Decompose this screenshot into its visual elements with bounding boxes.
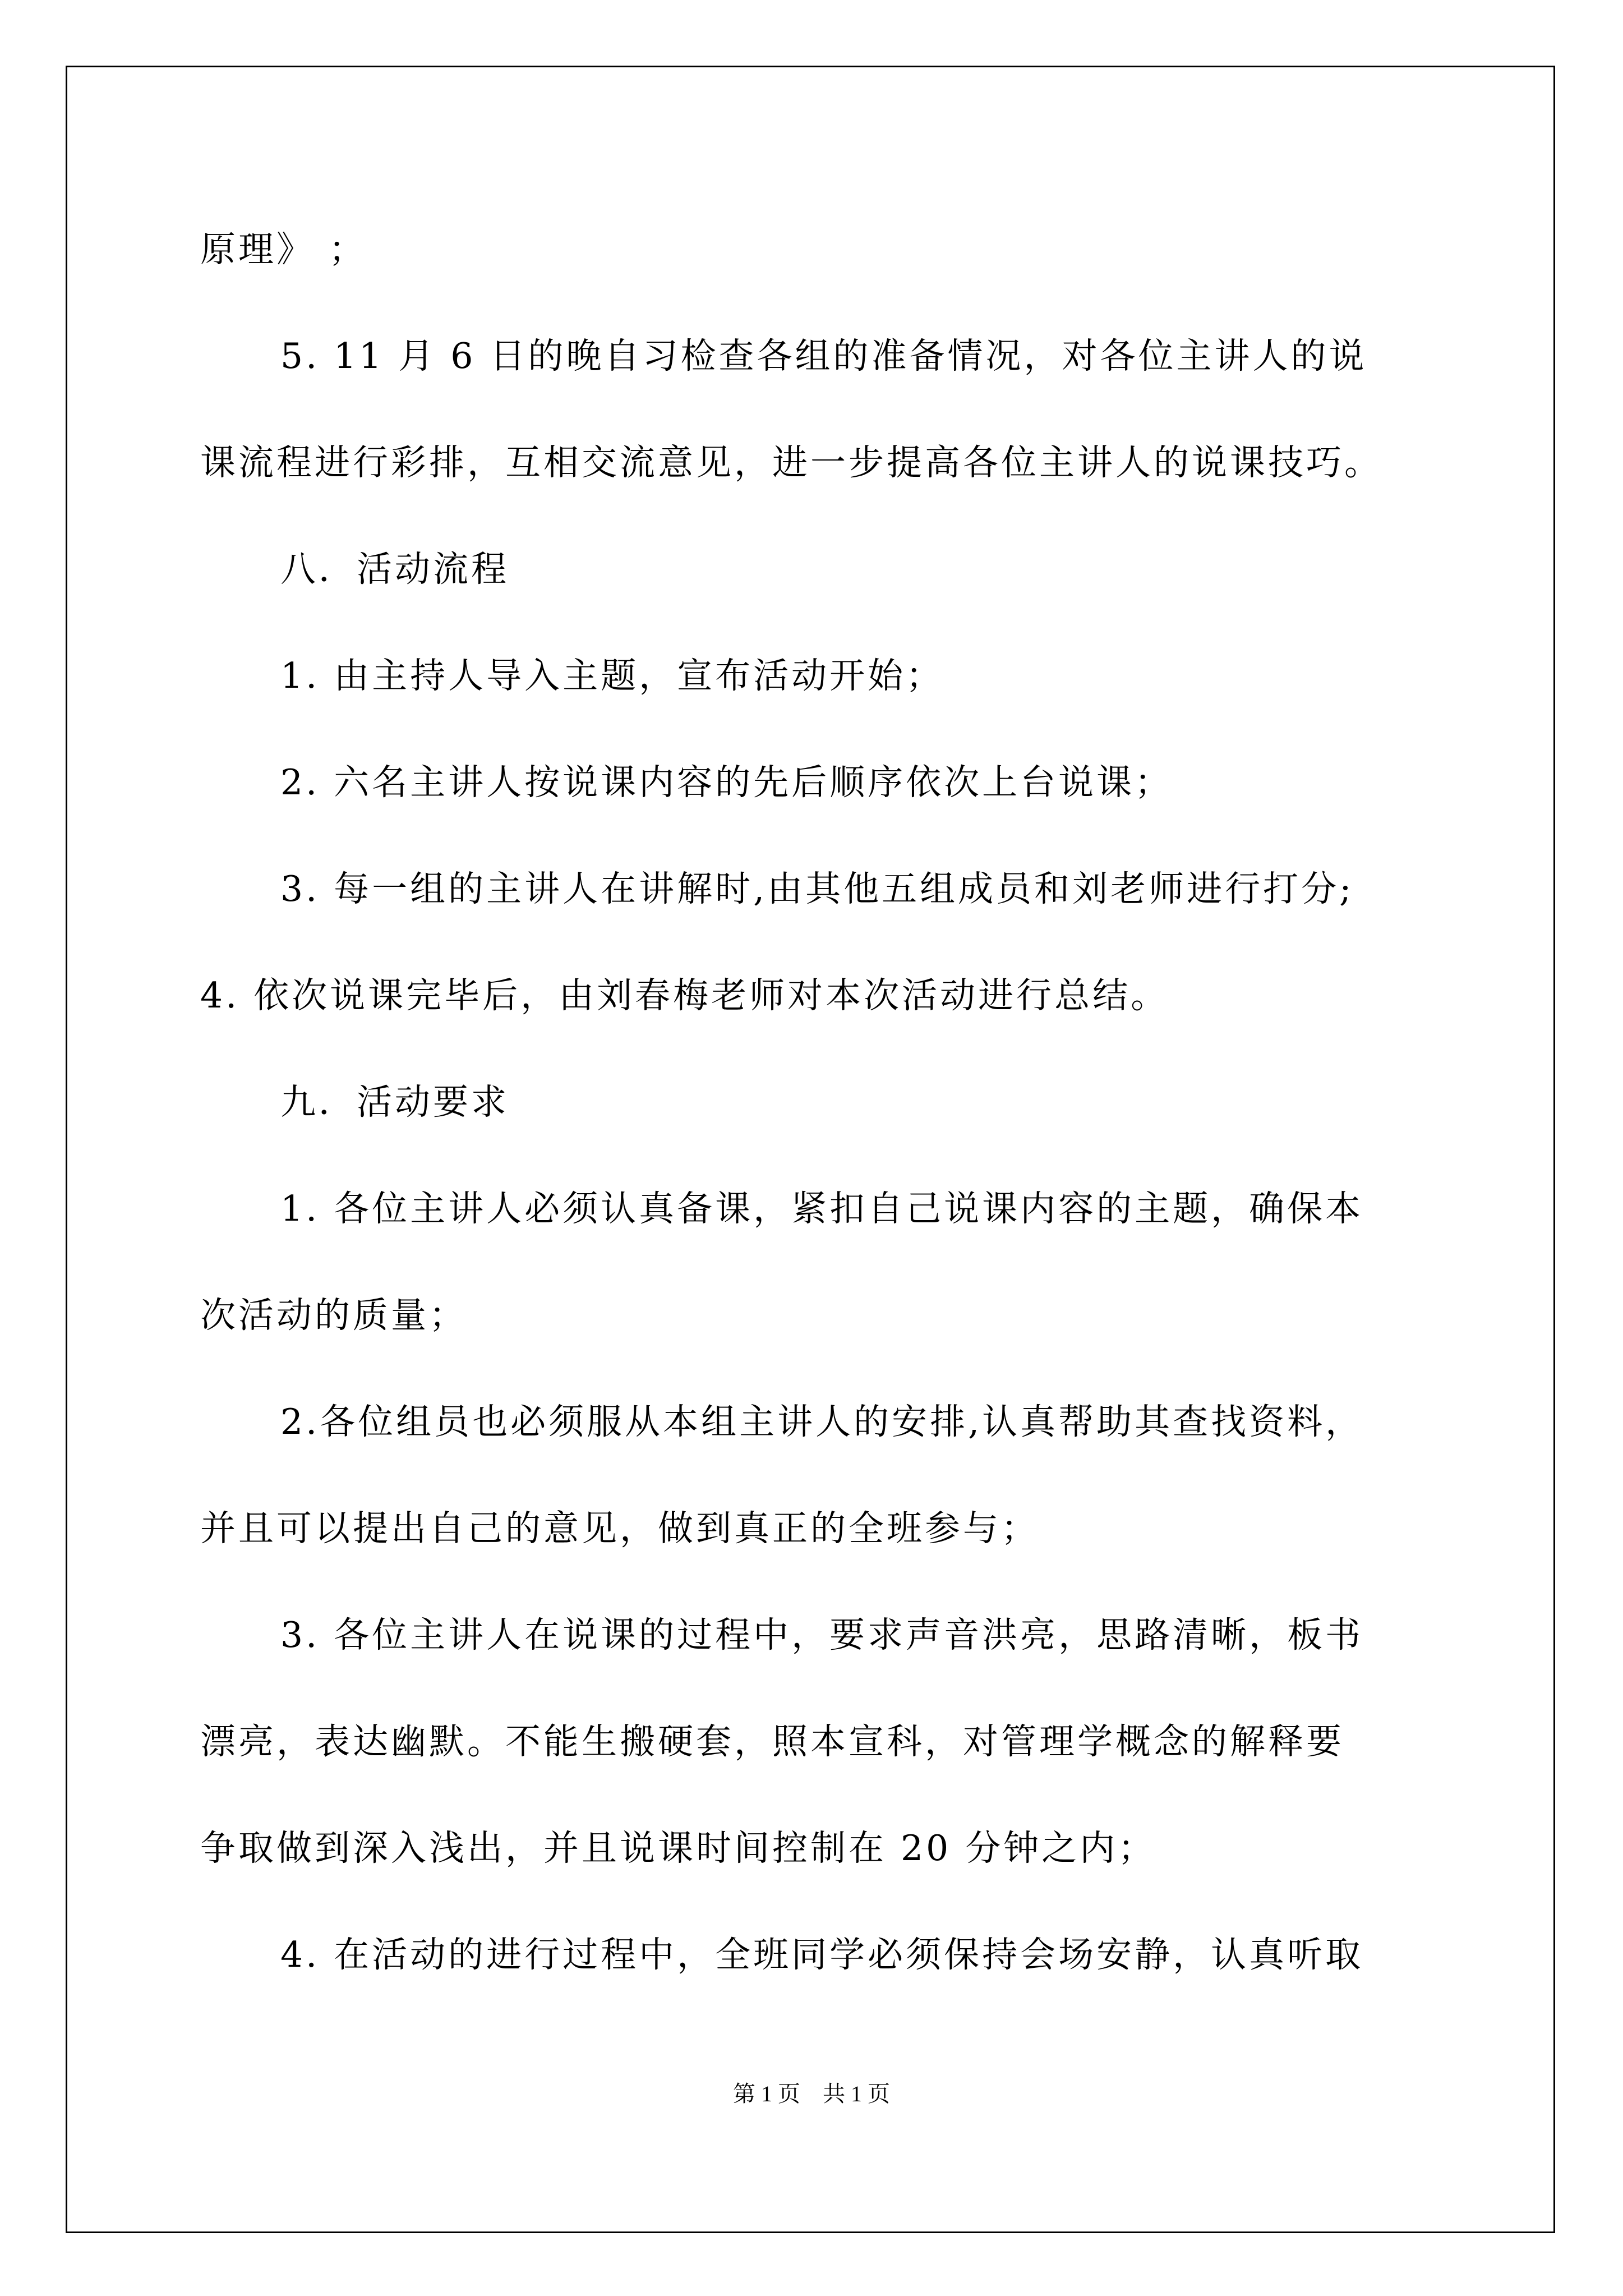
text-line: 2. 六名主讲人按说课内容的先后顺序依次上台说课； — [280, 762, 1173, 803]
text-line: 课流程进行彩排，互相交流意见，进一步提高各位主讲人的说课技巧。 — [200, 442, 1382, 483]
page-border — [66, 66, 1555, 2233]
text-line: 原理》 ； — [200, 229, 367, 270]
text-line: 2.各位组员也必须服从本组主讲人的安排,认真帮助其查找资料， — [280, 1401, 1364, 1442]
text-line: 次活动的质量； — [200, 1295, 467, 1336]
text-line: 漂亮，表达幽默。不能生搬硬套，照本宣科，对管理学概念的解释要 — [200, 1721, 1344, 1762]
text-line: 4. 依次说课完毕后，由刘春梅老师对本次活动进行总结。 — [200, 975, 1169, 1016]
section-heading: 八．活动流程 — [280, 549, 509, 590]
text-line: 争取做到深入浅出，并且说课时间控制在 20 分钟之内； — [200, 1828, 1156, 1869]
section-heading: 九．活动要求 — [280, 1082, 509, 1122]
text-line: 3. 各位主讲人在说课的过程中，要求声音洪亮，思路清晰，板书 — [280, 1614, 1364, 1655]
text-line: 5. 11 月 6 日的晚自习检查各组的准备情况，对各位主讲人的说 — [280, 335, 1367, 376]
text-line: 4. 在活动的进行过程中，全班同学必须保持会场安静，认真听取 — [280, 1934, 1364, 1975]
text-line: 1. 各位主讲人必须认真备课，紧扣自己说课内容的主题，确保本 — [280, 1188, 1364, 1229]
text-line: 并且可以提出自己的意见，做到真正的全班参与； — [200, 1508, 1039, 1549]
text-line: 1. 由主持人导入主题，宣布活动开始； — [280, 655, 944, 696]
page-number-footer: 第 1 页 共 1 页 — [733, 2081, 890, 2106]
text-line: 3. 每一组的主讲人在讲解时,由其他五组成员和刘老师进行打分; — [280, 868, 1354, 909]
